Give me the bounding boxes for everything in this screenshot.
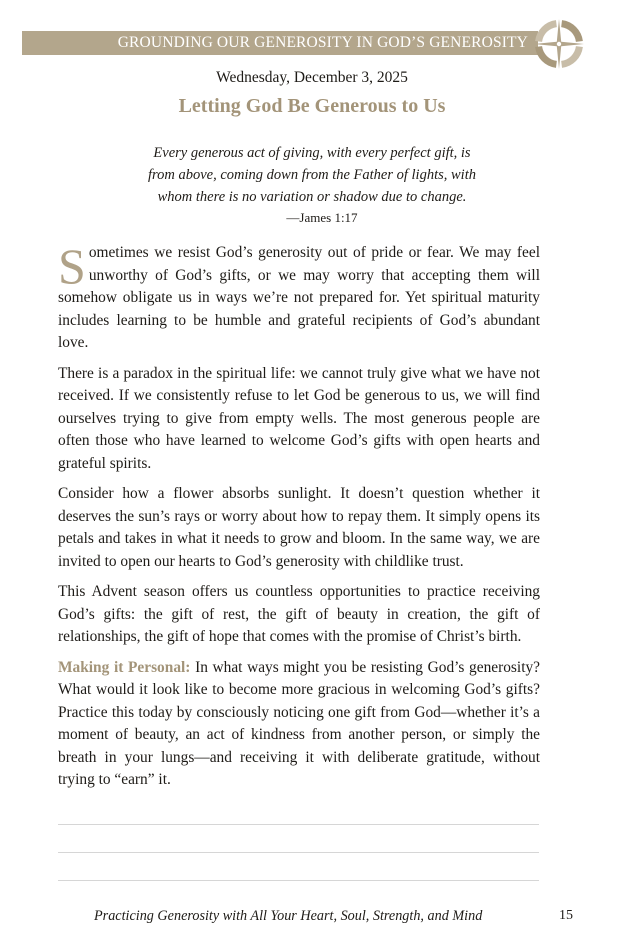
paragraph: Consider how a flower absorbs sunlight. It doesn’t question whether it deserves the sun’s rays or worry about how to repay them. It simply opens its petals and takes in what it needs to grow and bloom. In the same way, we are invited to open our hearts to God’s generosity with childlike trust. xyxy=(58,485,540,570)
writing-line xyxy=(58,852,539,853)
paragraph-text: ometimes we resist God’s generosity out of pride or fear. We may feel unworthy of God’s gifts, or we may worry that accepting them will somehow obligate us in ways we’re not prepared for. Yet spiritual maturity includes learning to be humble and grateful recipients of God’s abundant love. xyxy=(58,244,540,351)
paragraph-intro xyxy=(58,238,540,355)
entry-date: Wednesday, December 3, 2025 xyxy=(216,69,408,86)
verse-line: from above, coming down from the Father of lights, with xyxy=(148,167,476,183)
writing-line xyxy=(58,880,539,881)
writing-line xyxy=(58,824,539,825)
paragraph: This Advent season offers us countless opportunities to practice receiving God’s gifts: the gift of rest, the gift of beauty in creation, the gift of relationships, the gift of hope that comes with the promise of Christ’s birth. xyxy=(58,583,540,645)
page-title: Letting God Be Generous to Us xyxy=(178,95,446,117)
paragraph-text: In what ways might you be resisting God’s generosity? What would it look like to become more gracious in welcoming God’s gifts? Practice this today by consciously noticing one gift from God—whether it’s a moment of beauty, an act of kindness from another person, or simply the breath in your lungs—and receiving it with deliberate gratitude, without trying to “earn” it. xyxy=(58,658,540,788)
section-title: GROUNDING OUR GENEROSITY IN GOD’S GENEROSITY xyxy=(117,34,528,51)
verse-line: whom there is no variation or shadow due to change. xyxy=(157,189,467,205)
journal-writing-lines xyxy=(58,824,539,908)
lead-in-label: Making it Personal: xyxy=(58,658,191,676)
devotional-body xyxy=(58,238,540,800)
drop-cap: S xyxy=(58,238,86,294)
scripture-epigraph xyxy=(100,142,524,228)
running-footer-title: Practicing Generosity with All Your Heart, Soul, Strength, and Mind xyxy=(94,908,483,924)
section-banner xyxy=(22,31,538,55)
paragraph: There is a paradox in the spiritual life: we cannot truly give what we have not received. If we consistently refuse to let God be generous to us, we will find ourselves trying to give from empty wells. The most generous people are often those who have learned to welcome God’s gifts with open hearts and grateful spirits. xyxy=(58,364,540,472)
scripture-citation: —James 1:17 xyxy=(286,210,358,225)
making-it-personal xyxy=(58,657,540,792)
verse-line: Every generous act of giving, with every perfect gift, is xyxy=(153,145,471,161)
compass-star-icon xyxy=(533,18,585,70)
page-number: 15 xyxy=(559,908,573,923)
